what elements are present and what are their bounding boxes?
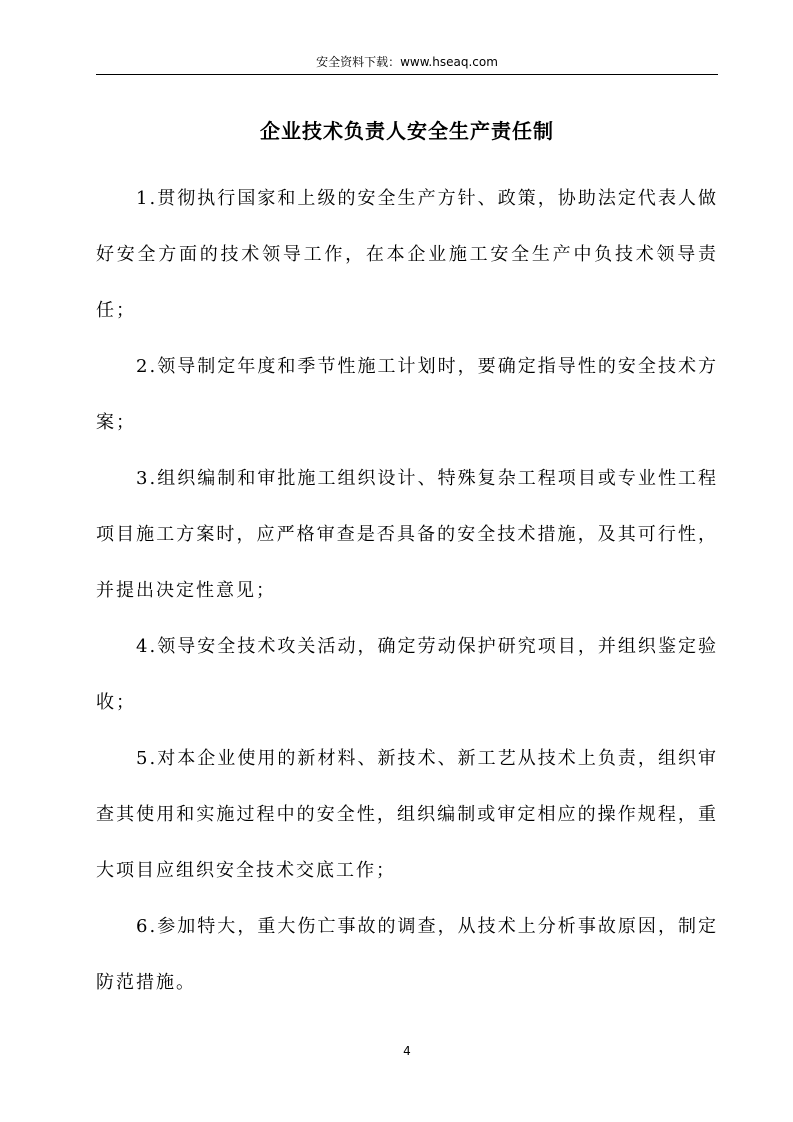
document-body (96, 171, 718, 1011)
clause-5: 5.对本企业使用的新材料、新技术、新工艺从技术上负责，组织审查其使用和实施过程中的安全性，组织编制或审定相应的操作规程，重大项目应组织安全技术交底工作； (96, 748, 718, 881)
clause-4: 4.领导安全技术攻关活动，确定劳动保护研究项目，并组织鉴定验收； (96, 636, 718, 713)
page-header: 安全资料下载：www.hseaq.com (316, 55, 498, 69)
clause-3: 3.组织编制和审批施工组织设计、特殊复杂工程项目或专业性工程项目施工方案时，应严格审查是否具备的安全技术措施，及其可行性，并提出决定性意见； (96, 468, 718, 601)
clause-2: 2.领导制定年度和季节性施工计划时，要确定指导性的安全技术方案； (96, 356, 718, 433)
clause-1: 1.贯彻执行国家和上级的安全生产方针、政策，协助法定代表人做好安全方面的技术领导工作，在本企业施工安全生产中负技术领导责任； (96, 188, 718, 321)
page-number: 4 (403, 1044, 411, 1058)
document-title: 企业技术负责人安全生产责任制 (260, 119, 554, 143)
clause-6: 6.参加特大，重大伤亡事故的调查，从技术上分析事故原因，制定防范措施。 (96, 916, 718, 993)
header-divider (96, 74, 718, 75)
